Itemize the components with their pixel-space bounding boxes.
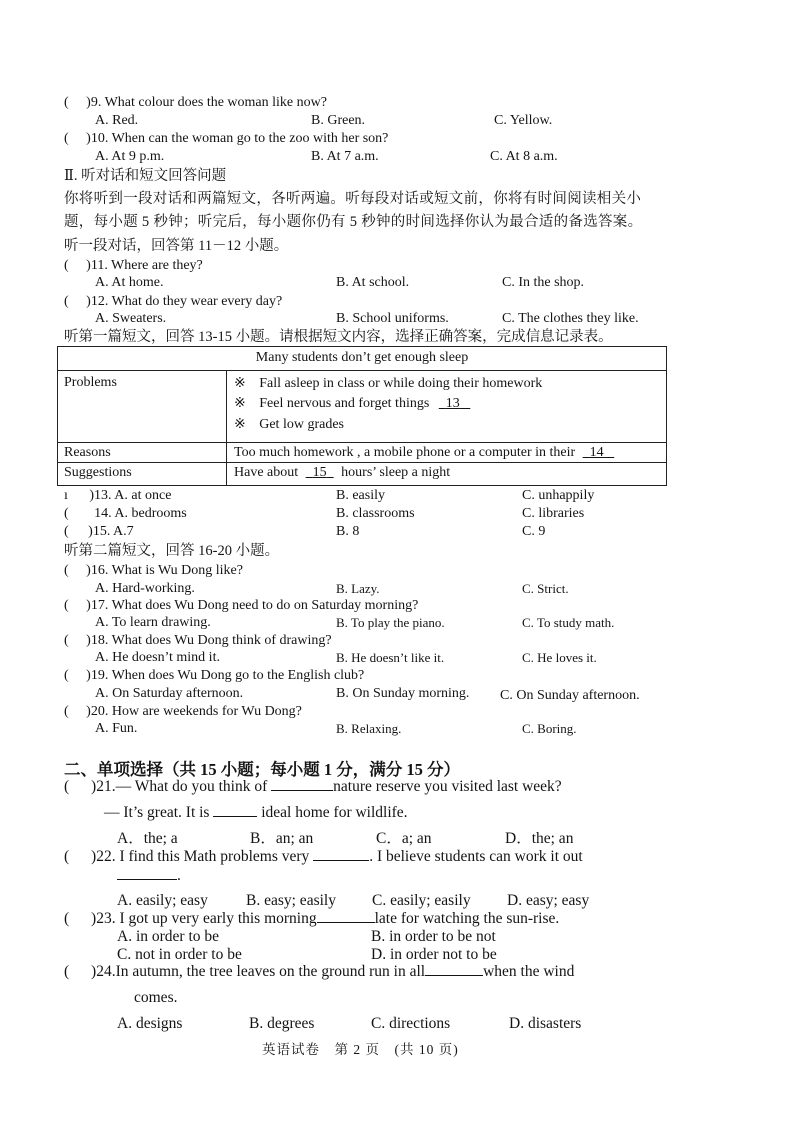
section-heading: Ⅱ. 听对话和短文回答问题	[64, 168, 227, 184]
question-text: late for watching the sun-rise.	[374, 910, 560, 927]
option-b: B. Green.	[311, 113, 366, 128]
option-c: C. Strict.	[522, 581, 569, 596]
question-text: )18. What does Wu Dong think of drawing?	[86, 633, 332, 648]
option-b: B. easy; easily	[246, 892, 336, 909]
info-record-table	[57, 346, 667, 486]
answer-bracket: (	[64, 778, 70, 795]
option-b: B. degrees	[249, 1015, 315, 1032]
question-text: )15. A.7	[88, 524, 134, 539]
option-a: A. On Saturday afternoon.	[95, 686, 244, 701]
answer-bracket: (	[64, 258, 69, 273]
answer-bracket: (	[64, 633, 69, 648]
table-divider	[58, 370, 666, 371]
table-column-divider	[226, 370, 227, 485]
problem-item	[234, 395, 470, 412]
problem-item	[234, 375, 542, 392]
option-b: B. To play the piano.	[336, 615, 445, 630]
answer-bracket: (	[64, 963, 70, 980]
dialogue-intro: 听一段对话，回答第 11－12 小题。	[64, 238, 289, 254]
question-text: 14. A. bedrooms	[94, 506, 187, 521]
option-c: C. libraries	[522, 506, 585, 521]
option-c: C. Boring.	[522, 721, 577, 736]
reference-mark: ※	[234, 396, 246, 411]
question-24	[64, 963, 574, 981]
problem-text: Feel nervous and forget things	[259, 396, 430, 411]
option-a: A. At 9 p.m.	[95, 149, 165, 164]
page-footer: 英语试卷 第 2 页 (共 10 页)	[262, 1042, 459, 1057]
suggestions-text	[234, 465, 450, 481]
option-b: B. in order to be not	[371, 928, 496, 945]
question-9	[64, 95, 327, 111]
question-12	[64, 294, 282, 310]
answer-blank	[425, 963, 483, 976]
question-text: — It’s great. It is	[104, 804, 210, 821]
question-text: )11. Where are they?	[86, 258, 203, 273]
answer-blank	[271, 778, 333, 791]
question-15	[64, 524, 134, 540]
question-22-line-2	[117, 867, 181, 885]
option-d: D. disasters	[509, 1015, 582, 1032]
option-a: A. Fun.	[95, 721, 138, 736]
blank-14	[583, 445, 615, 460]
option-a: A. Hard-working.	[95, 581, 195, 596]
part2-heading: 二、单项选择（共 15 小题；每小题 1 分，满分 15 分）	[64, 760, 460, 779]
blank-13	[439, 396, 471, 411]
question-text: )10. When can the woman go to the zoo with her son?	[86, 131, 389, 146]
option-b: B. Lazy.	[336, 581, 380, 596]
question-10	[64, 131, 388, 147]
reference-mark: ※	[234, 417, 246, 432]
question-14	[64, 506, 187, 522]
problems-label: Problems	[64, 375, 117, 390]
suggestions-post: hours’ sleep a night	[341, 465, 451, 480]
option-a: A. in order to be	[117, 928, 220, 945]
question-text: )23. I got up very early this morning	[91, 910, 317, 927]
reasons-text	[234, 445, 614, 461]
option-b: B. School uniforms.	[336, 311, 449, 326]
question-text: )17. What does Wu Dong need to do on Saturday morning?	[86, 598, 419, 613]
question-21-line-2	[104, 804, 408, 822]
option-c: C．a; an	[376, 830, 432, 847]
answer-blank	[317, 910, 375, 923]
question-text: )20. How are weekends for Wu Dong?	[86, 704, 302, 719]
option-d: D. easy; easy	[507, 892, 590, 909]
blank-number: 13	[445, 396, 460, 411]
option-c: C. directions	[371, 1015, 451, 1032]
option-b: B. At school.	[336, 275, 410, 290]
option-b: B. 8	[336, 524, 360, 539]
answer-blank	[213, 804, 257, 817]
option-a: A. To learn drawing.	[95, 615, 211, 630]
question-21	[64, 778, 562, 796]
option-a: A. He doesn’t mind it.	[95, 650, 220, 665]
answer-bracket: (	[64, 506, 69, 521]
question-24-line-2: comes.	[134, 989, 178, 1006]
question-22	[64, 848, 583, 866]
question-text: when the wind	[483, 963, 575, 980]
problem-text: Get low grades	[259, 417, 344, 432]
answer-bracket: ı	[64, 488, 68, 503]
option-b: B. He doesn’t like it.	[336, 650, 445, 665]
instructions-line-2: 题，每小题 5 秒钟；听完后，每小题你仍有 5 秒钟的时间选择你认为最合适的备选答案。	[64, 214, 643, 230]
question-text: nature reserve you visited last week?	[333, 778, 562, 795]
option-b: B. easily	[336, 488, 385, 503]
question-text: )24.In autumn, the tree leaves on the ground run in all	[91, 963, 426, 980]
option-c: C. easily; easily	[372, 892, 471, 909]
option-c: C. Yellow.	[494, 113, 553, 128]
answer-bracket: (	[64, 294, 69, 309]
question-text: )9. What colour does the woman like now?	[86, 95, 327, 110]
answer-bracket: (	[64, 668, 69, 683]
answer-bracket: (	[64, 563, 69, 578]
option-c: C. In the shop.	[502, 275, 585, 290]
option-d: D．the; an	[505, 830, 574, 847]
option-c: C. not in order to be	[117, 946, 242, 963]
question-text: . I believe students can work it out	[369, 848, 583, 865]
option-a: A. At home.	[95, 275, 164, 290]
blank-number: 14	[589, 445, 604, 460]
option-a: A. Red.	[95, 113, 139, 128]
question-20	[64, 704, 302, 720]
question-19	[64, 668, 364, 684]
option-c: C. The clothes they like.	[502, 311, 639, 326]
option-b: B. At 7 a.m.	[311, 149, 379, 164]
option-a: A. easily; easy	[117, 892, 208, 909]
answer-bracket: (	[64, 95, 69, 110]
option-c: C. He loves it.	[522, 650, 597, 665]
suggestions-pre: Have about	[234, 465, 299, 480]
question-23	[64, 910, 559, 928]
question-text: .	[177, 867, 181, 884]
option-a: A. designs	[117, 1015, 183, 1032]
problem-text: Fall asleep in class or while doing their homework	[259, 376, 543, 391]
suggestions-label: Suggestions	[64, 465, 132, 480]
question-number: )21.	[91, 778, 116, 795]
question-11	[64, 258, 203, 274]
question-text: )19. When does Wu Dong go to the English club?	[86, 668, 365, 683]
option-c: C. 9	[522, 524, 546, 539]
problem-item	[234, 416, 344, 433]
blank-number: 15	[312, 465, 327, 480]
answer-bracket: (	[64, 524, 69, 539]
instructions-line-1: 你将听到一段对话和两篇短文，各听两遍。听每段对话或短文前，你将有时间阅读相关小	[64, 191, 642, 207]
answer-blank	[117, 867, 177, 880]
answer-bracket: (	[64, 910, 70, 927]
question-18	[64, 633, 332, 649]
reasons-label: Reasons	[64, 445, 111, 460]
option-b: B. Relaxing.	[336, 721, 402, 736]
question-text: )16. What is Wu Dong like?	[86, 563, 243, 578]
question-17	[64, 598, 418, 614]
question-16	[64, 563, 243, 579]
reference-mark: ※	[234, 376, 246, 391]
option-a: A. Sweaters.	[95, 311, 167, 326]
option-c: C. To study math.	[522, 615, 615, 630]
answer-bracket: (	[64, 704, 69, 719]
option-a: A．the; a	[117, 830, 178, 847]
answer-blank	[313, 848, 369, 861]
option-b: B．an; an	[250, 830, 314, 847]
reasons-sentence: Too much homework , a mobile phone or a computer in their	[234, 445, 576, 460]
answer-bracket: (	[64, 848, 70, 865]
option-c: C. At 8 a.m.	[490, 149, 558, 164]
blank-15	[306, 465, 334, 480]
option-c: C. On Sunday afternoon.	[500, 688, 640, 703]
question-text: )13. A. at once	[89, 488, 172, 503]
option-c: C. unhappily	[522, 488, 595, 503]
option-d: D. in order not to be	[371, 946, 497, 963]
question-13	[64, 488, 171, 504]
table-divider	[58, 462, 666, 463]
passage1-intro: 听第一篇短文，回答 13-15 小题。请根据短文内容，选择正确答案，完成信息记录表。	[64, 329, 613, 345]
question-text: )12. What do they wear every day?	[86, 294, 283, 309]
question-text: — What do you think of	[115, 778, 268, 795]
question-text: )22. I find this Math problems very	[91, 848, 310, 865]
passage2-intro: 听第二篇短文，回答 16-20 小题。	[64, 543, 280, 559]
answer-bracket: (	[64, 598, 69, 613]
question-text: ideal home for wildlife.	[261, 804, 408, 821]
option-b: B. classrooms	[336, 506, 415, 521]
table-title: Many students don’t get enough sleep	[255, 350, 469, 365]
option-b: B. On Sunday morning.	[336, 686, 470, 701]
answer-bracket: (	[64, 131, 69, 146]
table-divider	[58, 442, 666, 443]
